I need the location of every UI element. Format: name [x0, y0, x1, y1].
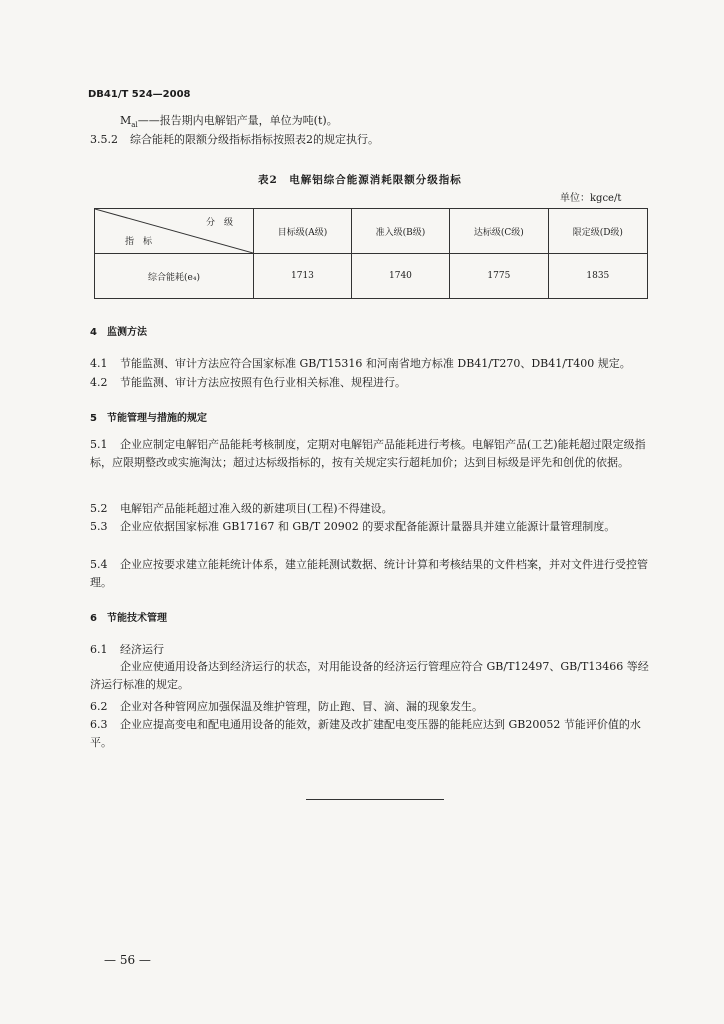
clause-number: 6.2 [90, 700, 108, 713]
variable-text: ——报告期内电解铝产量，单位为吨(t)。 [137, 114, 338, 127]
clause-6-2 [90, 700, 483, 714]
section-6-title: 6 节能技术管理 [90, 613, 167, 624]
value-level-b: 1740 [351, 254, 449, 299]
section-5-title: 5 节能管理与措施的规定 [90, 413, 207, 424]
table-header-row [95, 209, 648, 254]
clause-text: 电解铝产品能耗超过准入级的新建项目(工程)不得建设。 [120, 502, 393, 515]
clause-number: 4.1 [90, 357, 108, 370]
clause-5-3 [90, 518, 656, 536]
clause-text: 节能监测、审计方法应按照有色行业相关标准、规程进行。 [120, 376, 406, 389]
table-corner-cell [95, 209, 254, 254]
clause-number: 6.1 [90, 643, 108, 656]
header-level-b: 准入级(B级) [351, 209, 449, 254]
clause-5-4 [90, 556, 656, 592]
section-4-title: 4 监测方法 [90, 327, 147, 338]
clause-5-2 [90, 502, 393, 516]
value-level-c: 1775 [450, 254, 549, 299]
value-level-d: 1835 [548, 254, 647, 299]
clause-text: 综合能耗的限额分级指标指标按照表2的规定执行。 [130, 133, 379, 146]
clause-number: 5.3 [90, 520, 108, 533]
clause-text: 节能监测、审计方法应符合国家标准 GB/T15316 和河南省地方标准 DB41/T270、DB41/T400 规定。 [120, 357, 631, 370]
row-label-cell: 综合能耗(e₄) [95, 254, 254, 299]
clause-number: 4.2 [90, 376, 108, 389]
value-level-a: 1713 [254, 254, 352, 299]
end-rule [306, 799, 444, 800]
table-caption: 表2 电解铝综合能源消耗限额分级指标 [258, 174, 462, 186]
clause-3-5-2 [90, 133, 379, 147]
subsection-title: 经济运行 [120, 643, 164, 656]
subsection-6-1 [90, 643, 164, 657]
clause-text: 企业应按要求建立能耗统计体系，建立能耗测试数据、统计计算和考核结果的文件档案，并对文件进行受控管理。 [90, 558, 648, 589]
header-level-c: 达标级(C级) [450, 209, 549, 254]
clause-text: 企业应制定电解铝产品能耗考核制度，定期对电解铝产品能耗进行考核。电解铝产品(工艺)能耗超过限定级指标，应限期整改或实施淘汰；超过达标级指标的，按有关规定实行超耗加价；达到目标级是评先和创优的依据。 [90, 438, 646, 469]
corner-column-label: 分 级 [205, 218, 233, 228]
page-number: — 56 — [104, 953, 151, 967]
variable-subscript: al [131, 121, 138, 130]
table-row [95, 254, 648, 299]
clause-number: 6.3 [90, 718, 108, 731]
header-level-a: 目标级(A级) [254, 209, 352, 254]
document-code: DB41/T 524—2008 [88, 89, 191, 100]
clause-4-1 [90, 357, 631, 371]
variable-symbol: M [120, 114, 132, 127]
clause-number: 5.4 [90, 558, 108, 571]
clause-4-2 [90, 376, 406, 390]
header-level-d: 限定级(D级) [548, 209, 647, 254]
variable-definition [120, 114, 338, 132]
subsection-6-1-text: 企业应使通用设备达到经济运行的状态，对用能设备的经济运行管理应符合 GB/T12497、GB/T13466 等经济运行标准的规定。 [90, 660, 649, 691]
clause-number: 5.1 [90, 438, 108, 451]
corner-row-label: 指 标 [125, 237, 153, 247]
clause-6-3 [90, 716, 656, 752]
clause-text: 企业应提高变电和配电通用设备的能效，新建及改扩建配电变压器的能耗应达到 GB20052 节能评价值的水平。 [90, 718, 641, 749]
clause-5-1 [90, 436, 656, 472]
clause-number: 5.2 [90, 502, 108, 515]
table-unit: 单位：kgce/t [560, 193, 622, 204]
clause-text: 企业应依据国家标准 GB17167 和 GB/T 20902 的要求配备能源计量器具并建立能源计量管理制度。 [120, 520, 616, 533]
clause-text: 企业对各种管网应加强保温及维护管理，防止跑、冒、滴、漏的现象发生。 [120, 700, 483, 713]
clause-number: 3.5.2 [90, 133, 118, 146]
energy-limit-table [94, 208, 648, 299]
